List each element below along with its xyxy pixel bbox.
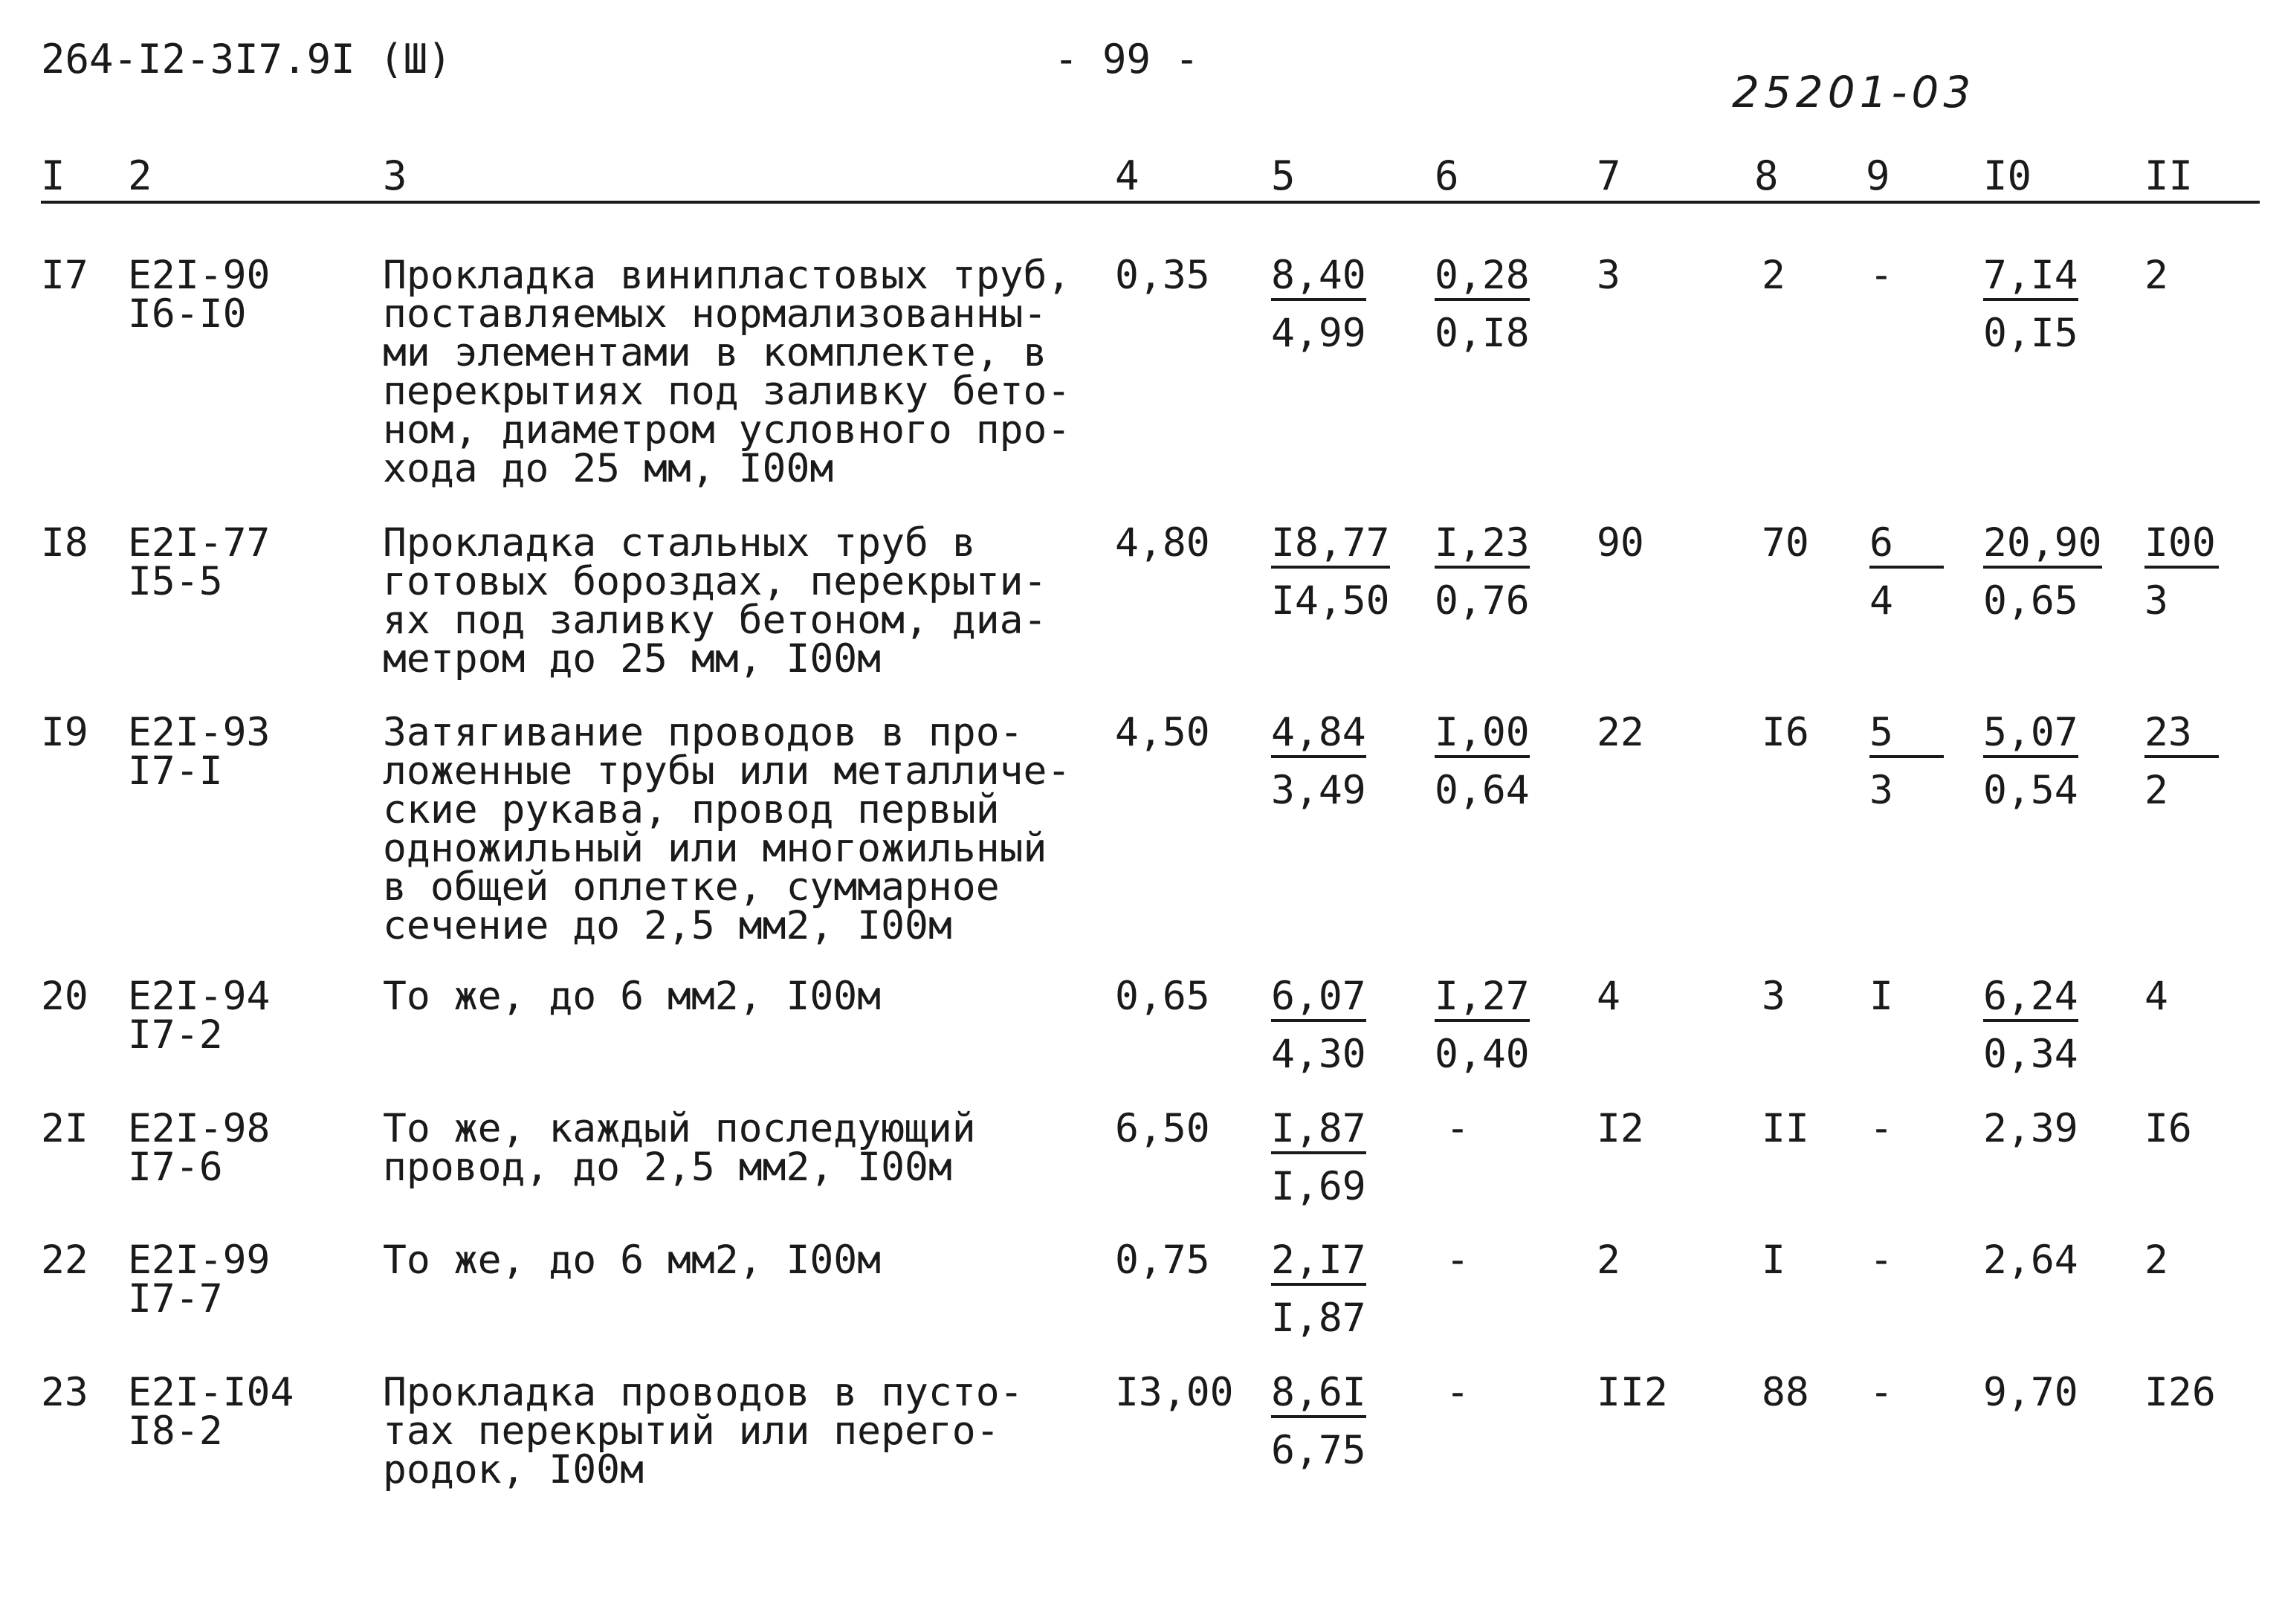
col11-fraction: [2144, 710, 2219, 813]
fraction-top: I00: [2144, 524, 2219, 569]
row-number: I9: [41, 710, 88, 755]
work-description: Прокладка стальных труб в готовых бороздах, перекрыти- ях под заливку бетоном, диа- метром до 25 мм, I00м: [383, 520, 1047, 682]
fraction-bottom: 0,I8: [1435, 311, 1530, 356]
fraction-bottom: 0,65: [1983, 578, 2078, 624]
fraction-bottom: 3,49: [1271, 768, 1366, 813]
fraction-bottom: 0,34: [1983, 1032, 2078, 1077]
col10-fraction: [1983, 974, 2078, 1077]
col11-value: I6: [2144, 1106, 2192, 1151]
norm-code: Е2I-93: [128, 710, 271, 755]
col9-fraction: [1869, 520, 1944, 624]
column-header-2: 2: [128, 152, 152, 199]
col7-value: 22: [1597, 710, 1644, 755]
fraction-bottom: 3: [1869, 768, 1893, 813]
col10-fraction: [1983, 710, 2078, 813]
norm-code: Е2I-90: [128, 253, 271, 298]
fraction-top: I,27: [1435, 977, 1530, 1022]
col6-value: -: [1446, 1370, 1470, 1415]
col6-value: -: [1446, 1238, 1470, 1283]
norm-code: Е2I-99: [128, 1238, 271, 1283]
fraction-bottom: 2: [2144, 768, 2168, 813]
handwritten-stamp: 25201-03: [1732, 67, 1976, 117]
col10-value: 2,64: [1983, 1238, 2078, 1283]
column-header-7: 7: [1597, 152, 1621, 199]
column-header-8: 8: [1754, 152, 1779, 199]
col8-value: 2: [1762, 253, 1785, 298]
column-header-10: I0: [1983, 152, 2032, 199]
row-number: 22: [41, 1238, 88, 1283]
col4-value: 0,35: [1115, 253, 1210, 298]
norm-code-sub: I6-I0: [128, 291, 247, 337]
column-header-6: 6: [1435, 152, 1459, 199]
col9-fraction: [1869, 710, 1944, 813]
col9-value: I: [1869, 974, 1893, 1019]
norm-code: Е2I-98: [128, 1106, 271, 1151]
col6-fraction: [1435, 520, 1530, 624]
norm-code-sub: I7-6: [128, 1145, 223, 1190]
col4-value: I3,00: [1115, 1370, 1234, 1415]
col10-fraction: [1983, 520, 2102, 624]
col5-fraction: [1271, 710, 1366, 813]
col6-fraction: [1435, 710, 1530, 813]
work-description: Затягивание проводов в про- ложенные трубы или металличе- ские рукава, провод первый одножильный или многожильный в общей оплетке, суммарное сечение до 2,5 мм2, I00м: [383, 710, 1071, 948]
col4-value: 6,50: [1115, 1106, 1210, 1151]
fraction-bottom: 0,64: [1435, 768, 1530, 813]
norm-code: Е2I-I04: [128, 1370, 294, 1415]
row-number: 2I: [41, 1106, 88, 1151]
row-number: 20: [41, 974, 88, 1019]
col4-value: 0,75: [1115, 1238, 1210, 1283]
fraction-bottom: 0,54: [1983, 768, 2078, 813]
col7-value: I2: [1597, 1106, 1644, 1151]
fraction-top: I,87: [1271, 1110, 1366, 1154]
col5-fraction: [1271, 974, 1366, 1077]
fraction-bottom: 3: [2144, 578, 2168, 624]
col9-value: -: [1869, 1106, 1893, 1151]
norm-code-sub: I7-2: [128, 1012, 223, 1058]
fraction-bottom: I,69: [1271, 1164, 1366, 1209]
col9-value: -: [1869, 1370, 1893, 1415]
fraction-top: 6,24: [1983, 977, 2078, 1022]
col4-value: 0,65: [1115, 974, 1210, 1019]
fraction-bottom: I,87: [1271, 1295, 1366, 1341]
col5-fraction: [1271, 1106, 1366, 1209]
col5-fraction: [1271, 520, 1390, 624]
fraction-top: I8,77: [1271, 524, 1390, 569]
fraction-top: I,23: [1435, 524, 1530, 569]
col11-value: 4: [2144, 974, 2168, 1019]
fraction-bottom: I4,50: [1271, 578, 1390, 624]
row-number: 23: [41, 1370, 88, 1415]
norm-code: Е2I-77: [128, 520, 271, 566]
col5-fraction: [1271, 253, 1366, 356]
fraction-top: 5: [1869, 714, 1944, 758]
col7-value: 4: [1597, 974, 1620, 1019]
fraction-bottom: 4,99: [1271, 311, 1366, 356]
col8-value: II: [1762, 1106, 1809, 1151]
fraction-bottom: 4: [1869, 578, 1893, 624]
work-description: То же, каждый последующий провод, до 2,5 мм2, I00м: [383, 1106, 976, 1190]
fraction-top: 23: [2144, 714, 2219, 758]
fraction-top: 6: [1869, 524, 1944, 569]
col8-value: 70: [1762, 520, 1809, 566]
work-description: Прокладка винипластовых труб, поставляемых нормализованны- ми элементами в комплекте, в перекрытиях под заливку бето- ном, диаметром условного про- хода до 25 мм, I00м: [383, 253, 1071, 491]
fraction-top: I,00: [1435, 714, 1530, 758]
page-number: - 99 -: [1054, 36, 1200, 83]
fraction-bottom: 6,75: [1271, 1428, 1366, 1473]
col8-value: 88: [1762, 1370, 1809, 1415]
col7-value: 3: [1597, 253, 1620, 298]
fraction-top: 6,07: [1271, 977, 1366, 1022]
col11-value: I26: [2144, 1370, 2216, 1415]
col9-value: -: [1869, 253, 1893, 298]
work-description: То же, до 6 мм2, I00м: [383, 974, 882, 1019]
col9-value: -: [1869, 1238, 1893, 1283]
col10-value: 9,70: [1983, 1370, 2078, 1415]
work-description: Прокладка проводов в пусто- тах перекрытий или перего- родок, I00м: [383, 1370, 1024, 1492]
fraction-bottom: 0,I5: [1983, 311, 2078, 356]
fraction-bottom: 4,30: [1271, 1032, 1366, 1077]
col8-value: 3: [1762, 974, 1785, 1019]
col8-value: I: [1762, 1238, 1785, 1283]
col11-value: 2: [2144, 253, 2168, 298]
fraction-top: 2,I7: [1271, 1241, 1366, 1286]
col6-value: -: [1446, 1106, 1470, 1151]
col4-value: 4,80: [1115, 520, 1210, 566]
col5-fraction: [1271, 1238, 1366, 1341]
col11-fraction: [2144, 520, 2219, 624]
col11-value: 2: [2144, 1238, 2168, 1283]
norm-code-sub: I7-I: [128, 748, 223, 794]
fraction-top: 20,90: [1983, 524, 2102, 569]
column-header-11: II: [2144, 152, 2194, 199]
fraction-top: 7,I4: [1983, 256, 2078, 301]
col8-value: I6: [1762, 710, 1809, 755]
fraction-top: 5,07: [1983, 714, 2078, 758]
col6-fraction: [1435, 253, 1530, 356]
column-header-3: 3: [383, 152, 407, 199]
col5-fraction: [1271, 1370, 1366, 1473]
column-header-1: I: [41, 152, 65, 199]
fraction-bottom: 0,40: [1435, 1032, 1530, 1077]
norm-code: Е2I-94: [128, 974, 271, 1019]
fraction-top: 8,40: [1271, 256, 1366, 301]
fraction-top: 8,6I: [1271, 1374, 1366, 1418]
col4-value: 4,50: [1115, 710, 1210, 755]
fraction-top: 4,84: [1271, 714, 1366, 758]
col7-value: 90: [1597, 520, 1644, 566]
column-header-9: 9: [1866, 152, 1890, 199]
norm-code-sub: I8-2: [128, 1408, 223, 1454]
fraction-bottom: 0,76: [1435, 578, 1530, 624]
column-header-4: 4: [1115, 152, 1140, 199]
column-header-5: 5: [1271, 152, 1296, 199]
row-number: I7: [41, 253, 88, 298]
norm-code-sub: I5-5: [128, 559, 223, 604]
work-description: То же, до 6 мм2, I00м: [383, 1238, 882, 1283]
col7-value: II2: [1597, 1370, 1668, 1415]
col10-fraction: [1983, 253, 2078, 356]
header-rule: [41, 201, 2260, 204]
col6-fraction: [1435, 974, 1530, 1077]
row-number: I8: [41, 520, 88, 566]
fraction-top: 0,28: [1435, 256, 1530, 301]
col7-value: 2: [1597, 1238, 1620, 1283]
document-code: 264-I2-3I7.9I (Ш): [41, 36, 452, 83]
norm-code-sub: I7-7: [128, 1276, 223, 1321]
col10-value: 2,39: [1983, 1106, 2078, 1151]
